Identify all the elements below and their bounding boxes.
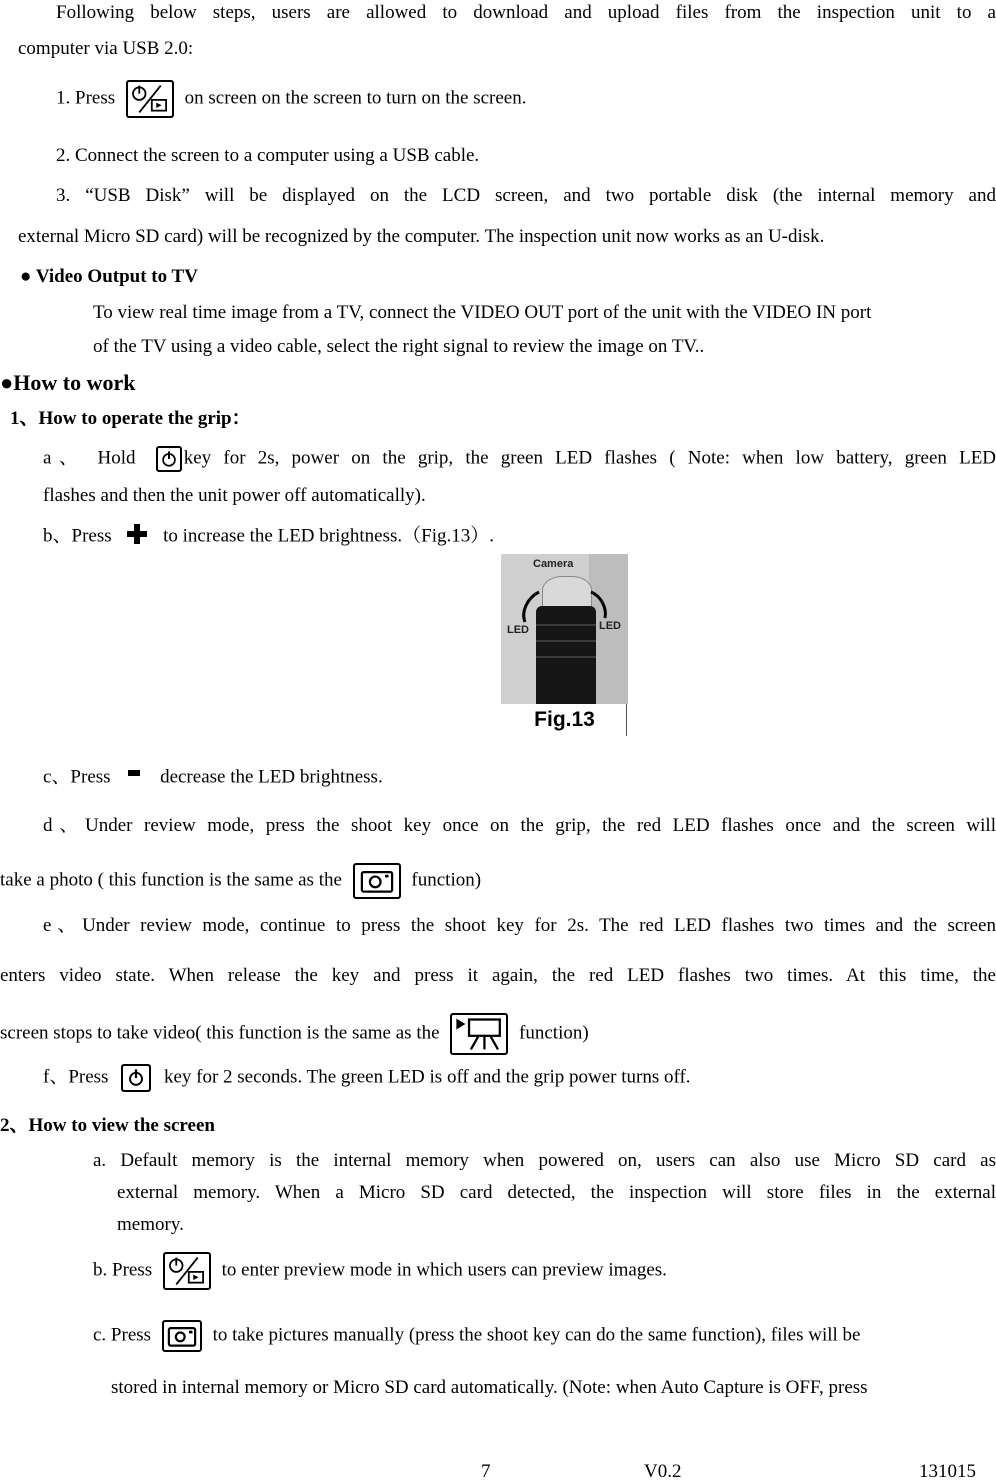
- screen-step-c: c. Press to take pictures manually (press the shoot key can do the same function), files will be: [93, 1320, 861, 1352]
- usb-step-2: 2. Connect the screen to a computer using a USB cable.: [56, 145, 480, 166]
- footer-date-code: 131015: [919, 1461, 976, 1482]
- grip-step-a-line-2: flashes and then the unit power off automatically).: [43, 485, 426, 506]
- usb-intro-line-2: computer via USB 2.0:: [18, 38, 194, 59]
- usb-step-3-line-1: 3. “USB Disk” will be displayed on the LCD screen, and two portable disk (the internal memory and: [56, 185, 996, 206]
- grip-step-d-line-1: d、Under review mode, press the shoot key once on the grip, the red LED flashes once and the screen will: [43, 815, 996, 836]
- usb-step-3-line-2: external Micro SD card) will be recognized by the computer. The inspection unit now works as an U-disk.: [18, 226, 825, 247]
- footer-version: V0.2: [644, 1461, 682, 1482]
- video-output-line-2: of the TV using a video cable, select the right signal to review the image on TV..: [93, 336, 705, 357]
- grip-step-e-line-1: e、Under review mode, continue to press the shoot key for 2s. The red LED flashes two times and the screen: [43, 915, 996, 936]
- grip-step-f: f、Press key for 2 seconds. The green LED is off and the grip power turns off.: [43, 1064, 691, 1092]
- video-output-line-1: To view real time image from a TV, connect the VIDEO OUT port of the unit with the VIDEO IN port: [93, 302, 872, 323]
- camera-icon: [353, 863, 401, 899]
- power-icon: [156, 446, 182, 472]
- camera-icon: [162, 1320, 202, 1352]
- power-playback-icon: [126, 80, 174, 118]
- fig-13-photo: [501, 554, 628, 736]
- fig-label-camera: Camera: [533, 558, 574, 570]
- screen-step-b: b. Press to enter preview mode in which users can preview images.: [93, 1252, 667, 1290]
- usb-step-1: 1. Press on screen on the screen to turn on the screen.: [56, 80, 527, 118]
- fig-label-led-left: LED: [507, 624, 529, 636]
- video-output-heading: ● Video Output to TV: [20, 266, 198, 287]
- screen-step-a-line-1: a. Default memory is the internal memory when powered on, users can also use Micro SD card as: [93, 1150, 996, 1171]
- screen-step-a-line-2: external memory. When a Micro SD card detected, the inspection will store files in the external: [117, 1182, 996, 1203]
- video-camera-icon: [450, 1013, 508, 1055]
- grip-step-e-line-3: screen stops to take video( this function is the same as the function): [0, 1013, 589, 1055]
- power-playback-icon: [163, 1252, 211, 1290]
- how-to-work-heading: ●How to work: [0, 370, 136, 395]
- fig-label-led-right: LED: [599, 620, 621, 632]
- usb-intro-line-1: Following below steps, users are allowed to download and upload files from the inspection unit to a: [56, 2, 996, 23]
- screen-step-c-line-2: stored in internal memory or Micro SD card automatically. (Note: when Auto Capture is OFF, press: [111, 1377, 868, 1398]
- grip-step-c: c、Press decrease the LED brightness.: [43, 764, 383, 792]
- fig-caption: Fig.13: [501, 704, 628, 736]
- power-icon: [121, 1064, 151, 1092]
- grip-heading: 1、How to operate the grip：: [10, 408, 251, 429]
- minus-icon: [127, 764, 141, 778]
- grip-step-e-line-2: enters video state. When release the key and press it again, the red LED flashes two times. At this time, the: [0, 965, 996, 986]
- screen-step-a-line-3: memory.: [117, 1214, 184, 1235]
- grip-step-d-line-2: take a photo ( this function is the same as the function): [0, 863, 481, 899]
- footer-page-number: 7: [481, 1461, 491, 1482]
- grip-step-b: b、Press to increase the LED brightness.（Fig.13）.: [43, 523, 494, 551]
- grip-step-a-line-1: a、 Hold key for 2s, power on the grip, the green LED flashes ( Note: when low battery, green LED: [43, 446, 996, 472]
- plus-icon: [126, 523, 148, 545]
- screen-heading: 2、How to view the screen: [0, 1115, 215, 1136]
